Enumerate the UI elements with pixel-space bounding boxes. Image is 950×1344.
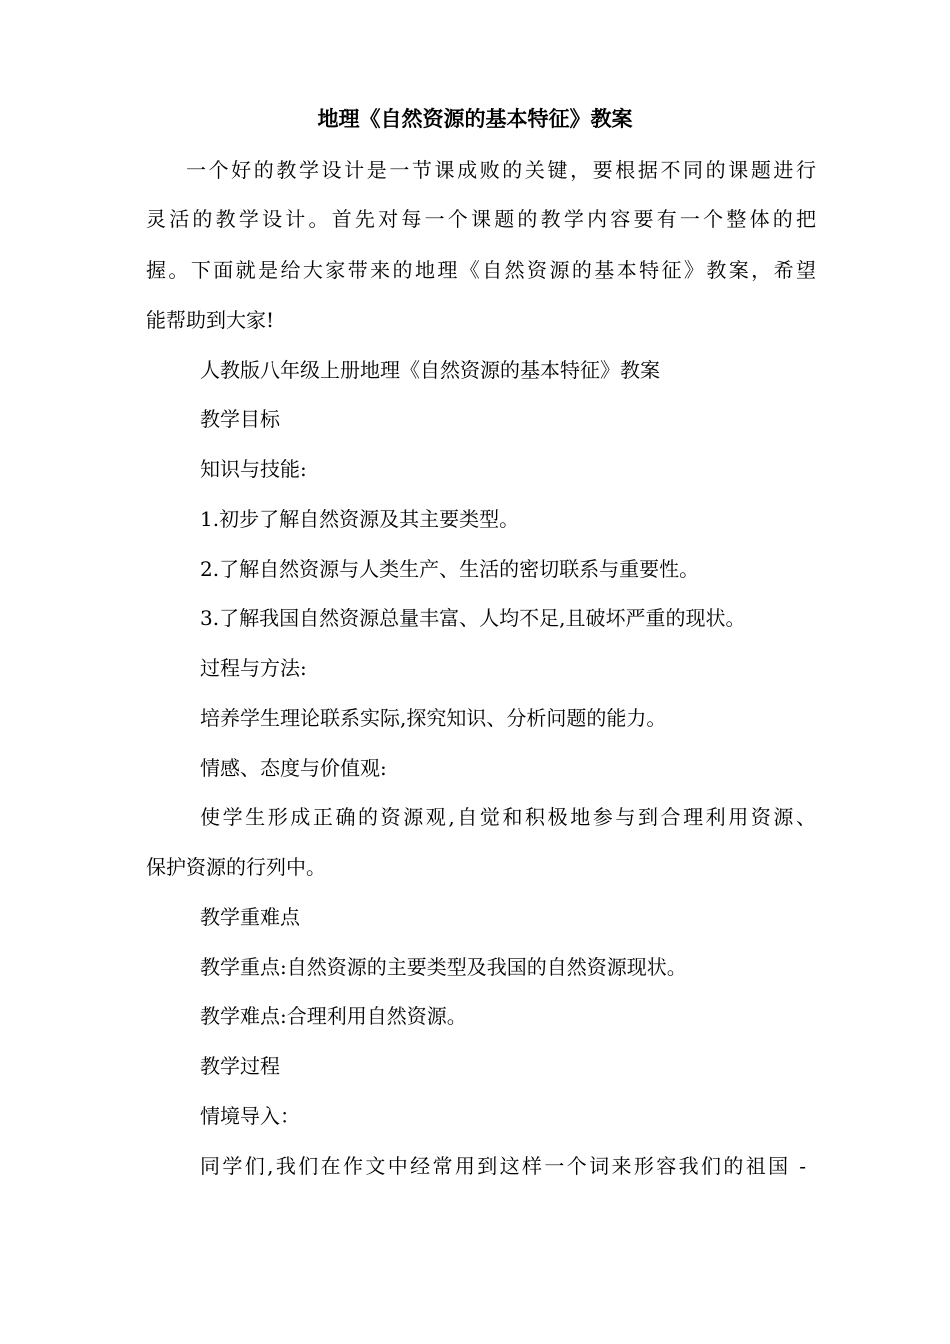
section-heading-objectives: 教学目标 [200,407,280,431]
intro-line-4: 能帮助到大家! [146,308,275,332]
attitude-values-line-1: 使学生形成正确的资源观,自觉和积极地参与到合理利用资源、 [200,805,816,829]
attitude-values-line-2: 保护资源的行列中。 [146,855,326,879]
intro-line-2: 灵活的教学设计。首先对每一个课题的教学内容要有一个整体的把 [146,207,816,231]
document-title: 地理《自然资源的基本特征》教案 [317,106,633,131]
objective-item-3: 3.了解我国自然资源总量丰富、人均不足,且破坏严重的现状。 [200,606,746,630]
intro-line-3: 握。下面就是给大家带来的地理《自然资源的基本特征》教案，希望 [146,258,816,282]
subheading-scenario-intro: 情境导入： [200,1104,300,1128]
subheading-attitude-values: 情感、态度与价值观: [200,756,387,780]
difficult-point-text: 教学难点:合理利用自然资源。 [200,1004,467,1028]
objective-item-1: 1.初步了解自然资源及其主要类型。 [200,507,520,531]
section-heading-process: 教学过程 [200,1054,280,1078]
section-heading-key-points: 教学重难点 [200,905,300,929]
intro-line-1: 一个好的教学设计是一节课成败的关键，要根据不同的课题进行 [186,158,816,182]
subheading-process-method: 过程与方法: [200,656,307,680]
scenario-intro-text: 同学们,我们在作文中经常用到这样一个词来形容我们的祖国 - [200,1154,806,1178]
process-method-text: 培养学生理论联系实际,探究知识、分析问题的能力。 [200,706,667,730]
objective-item-2: 2.了解自然资源与人类生产、生活的密切联系与重要性。 [200,557,700,581]
subtitle-line: 人教版八年级上册地理《自然资源的基本特征》教案 [200,358,660,382]
key-point-text: 教学重点:自然资源的主要类型及我国的自然资源现状。 [200,955,687,979]
subheading-knowledge-skills: 知识与技能: [200,457,307,481]
